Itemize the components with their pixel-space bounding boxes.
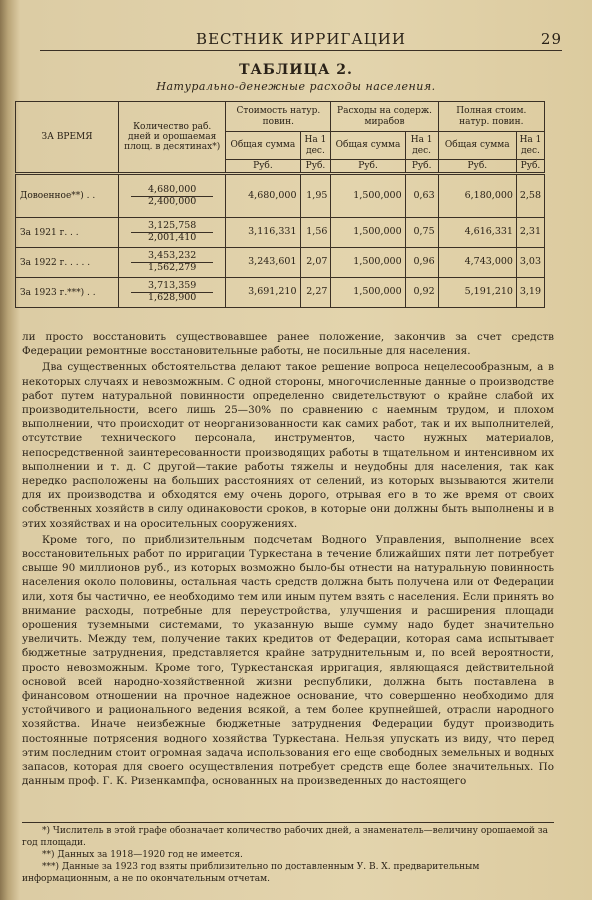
cell-area: 1,628,900	[148, 292, 197, 304]
cell-full-per: 3,19	[516, 278, 544, 308]
cell-mirab-total: 1,500,000	[331, 218, 405, 248]
header-full-cost: Полная стоим. натур. повин.	[438, 102, 544, 132]
paragraph: ли просто восстановить существовавшее ранее положение, закончив за счет средств Федерации ремонтные восстановительные работы, не посильные для населения.	[22, 331, 554, 358]
footnote: *) Числитель в этой графе обозначает количество рабочих дней, а знаменатель—величину орошаемой за год площади.	[22, 826, 549, 848]
cell-days: 3,453,232	[131, 251, 213, 263]
table-subtitle: Натурально-денежные расходы населения.	[156, 80, 436, 93]
cell-full-total: 5,191,210	[438, 278, 516, 308]
header-days: Количество раб. дней и орошаемая площ. в десятинах*)	[119, 102, 226, 174]
cell-period: За 1923 г.***) . .	[16, 278, 119, 308]
cell-days-area	[119, 248, 226, 278]
cell-mirab-per: 0,96	[405, 248, 438, 278]
cell-days-area	[119, 278, 226, 308]
table-row	[16, 174, 545, 218]
cell-days: 4,680,000	[131, 185, 213, 197]
cell-area: 2,400,000	[148, 195, 197, 207]
cell-period: За 1921 г. . .	[16, 218, 119, 248]
cell-mirab-per: 0,92	[405, 278, 438, 308]
cell-natur-per: 1,56	[300, 218, 331, 248]
cell-natur-per: 1,95	[300, 174, 331, 218]
header-rub: Руб.	[405, 160, 438, 174]
cell-mirab-total: 1,500,000	[331, 278, 405, 308]
cell-period: За 1922 г. . . . .	[16, 248, 119, 278]
cell-days: 3,125,758	[131, 221, 213, 233]
cell-period: Довоенное**) . .	[16, 174, 119, 218]
paragraph: Два существенных обстоятельства делают такое решение вопроса нецелесообразным, а в некоторых случаях и невозможным. С одной стороны, многочисленные данные о производстве работ путем натуральной повинности определенно свидетельствуют о крайне слабой их производительности, всего лишь 25—30% по сравнению с наемным трудом, и плохом выполнении, что происходит от неорганизованности как самих работ, так и их выполнителей, отсутствие технического персонала, инструментов, часто нужных материалов, непосредственной заинтересованности производящих работы в тщательном и интенсивном их выполнении и т. д. С другой—такие работы тяжелы и неудобны для населения, так как нередко расположены на больших расстояниях от селений, из которых вызываются жители для их производства и обходятся ему очень дорого, отрывая его в то же время от своих собственных хозяйств в силу одинаковости сроков, в которые они должны быть выполнены и в этих хозяйствах и на оросительных сооружениях.	[22, 361, 554, 530]
table-row	[16, 248, 545, 278]
cell-natur-per: 2,07	[300, 248, 331, 278]
cell-full-total: 4,743,000	[438, 248, 516, 278]
table-title: ТАБЛИЦА 2.	[239, 62, 353, 78]
cell-mirab-per: 0,63	[405, 174, 438, 218]
header-rub: Руб.	[438, 160, 516, 174]
cell-full-per: 2,31	[516, 218, 544, 248]
cell-mirab-total: 1,500,000	[331, 174, 405, 218]
header-per-des: На 1 дес.	[516, 132, 544, 160]
table-row	[16, 278, 545, 308]
paragraph: Кроме того, по приблизительным подсчетам Водного Управления, выполнение всех восстановительных работ по ирригации Туркестана в течение ближайших пяти лет потребует свыше 90 миллионов руб., из которых возможно было-бы отнести на натуральную повинность населения около половины, остальная часть средств должна быть получена или от Федерации или, хотя бы частично, ее необходимо тем или иным путем взять с населения. Если принять во внимание расходы, потребные для переустройства, улучшения и расширения площади орошения туземными системами, то указанную выше сумму надо будет значительно увеличить. Между тем, получение таких кредитов от Федерации, которая сама испытывает бюджетные затруднения, представляется крайне затруднительным и, по всей вероятности, просто невозможным. Кроме того, Туркестанская ирригация, являющаяся действительной основой всей народно-хозяйственной жизни республики, должна быть поставлена в финансовом отношении на прочное надежное основание, что совершенно необходимо для устойчивого и рационального ведения всякой, а тем более крупнейшей, отрасли народного хозяйства. Иначе неизбежные бюджетные затруднения Федерации будут производить постоянные потрясения водного хозяйства Туркестана. Нельзя упускать из виду, что перед этим последним стоит огромная задача использования его еще свободных земельных и водных запасов, которая для своего осуществления потребует средств еще более значительных. По данным проф. Г. К. Ризенкампфа, основанных на произведенных до настоящего	[22, 533, 554, 788]
footnotes	[22, 822, 554, 885]
page-number: 29	[540, 30, 562, 48]
cell-area: 1,562,279	[148, 262, 197, 274]
cell-full-total: 4,616,331	[438, 218, 516, 248]
cell-days-area	[119, 174, 226, 218]
cell-days-area	[119, 218, 226, 248]
cell-natur-total: 3,116,331	[226, 218, 300, 248]
running-header	[40, 22, 562, 51]
header-total-sum: Общая сумма	[331, 132, 405, 160]
cell-natur-total: 4,680,000	[226, 174, 300, 218]
footnote: **) Данных за 1918—1920 год не имеется.	[42, 850, 243, 860]
cell-full-total: 6,180,000	[438, 174, 516, 218]
header-rub: Руб.	[226, 160, 300, 174]
header-rub: Руб.	[300, 160, 331, 174]
cell-mirab-per: 0,75	[405, 218, 438, 248]
footnote: ***) Данные за 1923 год взяты приблизительно по доставленным У. В. Х. предварительным информационным, а не по окончательным отчетам.	[22, 862, 480, 884]
cell-natur-total: 3,691,210	[226, 278, 300, 308]
header-total-sum: Общая сумма	[226, 132, 300, 160]
header-rub: Руб.	[331, 160, 405, 174]
cell-days: 3,713,359	[131, 281, 213, 293]
cell-natur-total: 3,243,601	[226, 248, 300, 278]
header-per-des: На 1 дес.	[405, 132, 438, 160]
cell-natur-per: 2,27	[300, 278, 331, 308]
header-period: ЗА ВРЕМЯ	[16, 102, 119, 174]
running-title: ВЕСТНИК ИРРИГАЦИИ	[196, 30, 406, 48]
cell-mirab-total: 1,500,000	[331, 248, 405, 278]
cell-full-per: 2,58	[516, 174, 544, 218]
table-row	[16, 218, 545, 248]
costs-table	[15, 101, 545, 308]
header-rub: Руб.	[516, 160, 544, 174]
header-per-des: На 1 дес.	[300, 132, 331, 160]
body-text	[22, 330, 554, 791]
header-natur-cost: Стоимость натур. повин.	[226, 102, 331, 132]
header-total-sum: Общая сумма	[438, 132, 516, 160]
cell-full-per: 3,03	[516, 248, 544, 278]
cell-area: 2,001,410	[148, 232, 197, 244]
header-mirab-cost: Расходы на содерж. мирабов	[331, 102, 438, 132]
